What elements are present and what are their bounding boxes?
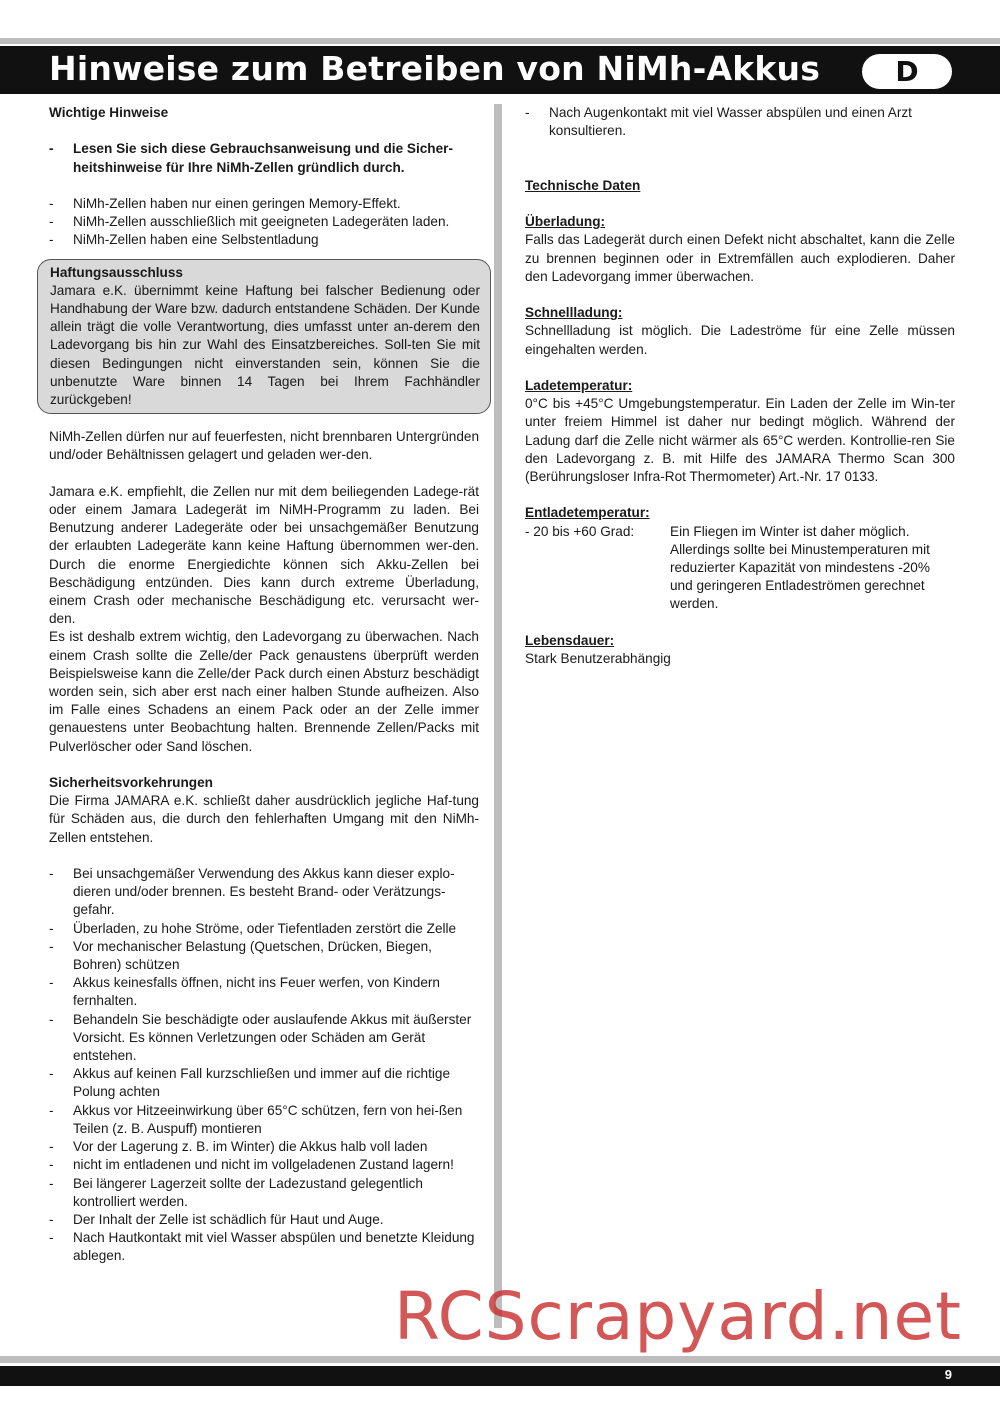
lifetime-title: Lebensdauer: [525,632,615,648]
safety-item: - Vor der Lagerung z. B. im Winter) die Akkus halb voll laden [49,1139,428,1155]
safety-title: Sicherheitsvorkehrungen [49,775,213,791]
safety-item: - Überladen, zu hohe Ströme, oder Tiefentladen zerstört die Zelle [49,920,457,936]
safety-text: Die Firma JAMARA e.K. schließt daher ausdrücklich jegliche Haf-tung für Schäden aus, die durch den fehlerhaften Umgang mit den NiMh-Zellen entstehen. [49,793,479,845]
liability-box [37,259,491,415]
safety-item: - Akkus keinesfalls öffnen, nicht ins Feuer werfen, von Kindern fernhalten. [49,975,440,1009]
dischargetemp-text: Ein Fliegen im Winter ist daher möglich. Allerdings sollte bei Minustemperaturen mit reduzierter Kapazität von mindestens -20% und geringeren Entladeströmen gerechnet werden. [670,523,930,612]
chargetemp-title: Ladetemperatur: [525,377,633,393]
overcharge-title: Überladung: [525,214,606,230]
watermark: RCScrapyard.net [394,1278,962,1355]
safety-item: - Akkus auf keinen Fall kurzschließen und immer auf die richtige Polung achten [49,1066,451,1100]
footer-bar [0,1366,1000,1386]
safety-item: - Bei längerer Lagerzeit sollte der Ladezustand gelegentlich kontrolliert werden. [49,1175,423,1209]
monitoring-paragraph: Es ist deshalb extrem wichtig, den Ladevorgang zu überwachen. Nach einem Crash sollte die Zelle/der Pack genaustens überprüft werden Beispielsweise kann die Zelle/der Pack durch einen Absturz beschädigt worden sein, sich aber erst nach einer halben Stunde aufheizen. Also im Falle eines Schadens an einem Pack oder an der Zelle immer genauestens unter Beobachtung halten. Brennende Zellen/Packs mit Pulverlöscher oder Sand löschen. [49,629,479,754]
lifetime-text: Stark Benutzerabhängig [525,650,671,666]
note-item: - NiMh-Zellen haben nur einen geringen Memory-Effekt. [49,195,401,211]
chargetemp-text: 0°C bis +45°C Umgebungstemperatur. Ein Laden der Zelle im Win-ter unter freiem Himmel ist daher nur bedingt möglich. Während der Ladung darf die Zelle nicht wärmer als 65°C werden. Kontrollie-ren Sie den Ladevorgang z. B. mit Hilfe des JAMARA Thermo Scan 300 (Berührungsloser Infra-Rot Thermometer) Art.-Nr. 17 0133. [525,396,955,484]
eye-contact-item: - Nach Augenkontakt mit viel Wasser abspülen und einen Arzt konsultieren. [525,105,912,139]
safety-item: - Der Inhalt der Zelle ist schädlich für Haut und Auge. [49,1211,384,1227]
language-badge: D [862,54,952,89]
liability-title: Haftungsausschluss [50,264,183,280]
top-gray-bar [0,38,1000,44]
tech-heading: Technische Daten [525,177,641,193]
safety-item: - Bei unsachgemäßer Verwendung des Akkus kann dieser explo-dieren und/oder brennen. Es besteht Brand- oder Verätzungs-gefahr. [49,866,455,918]
important-heading: Wichtige Hinweise [49,105,169,120]
right-column [525,104,955,668]
safety-item: - nicht im entladenen und nicht im vollgeladenen Zustand lagern! [49,1157,454,1173]
page-header [0,46,1000,94]
page-title: Hinweise zum Betreiben von NiMh-Akkus [49,49,821,88]
overcharge-text: Falls das Ladegerät durch einen Defekt nicht abschaltet, kann die Zelle zu brennen beginnen oder in Extremfällen auch explodieren. Daher den Ladevorgang immer überwachen. [525,232,955,284]
storage-paragraph: NiMh-Zellen dürfen nur auf feuerfesten, nicht brennbaren Untergründen und/oder Behältnissen gelagert und geladen wer-den. [49,429,479,463]
note-item: - NiMh-Zellen haben eine Selbstentladung [49,232,319,248]
liability-text: Jamara e.K. übernimmt keine Haftung bei falscher Bedienung oder Handhabung der Ware bzw. dadurch entstandene Schäden. Der Kunde allein trägt die volle Verantwortung, dies umfasst unter an-derem den Ladevorgang bis hin zur Wahl des Einsatzbereiches. Soll-ten Sie mit diesen Bedingungen nicht einverstanden sein, können Sie die unbenutzte Ware binnen 14 Tagen bei Ihrem Fachhändler zurückgeben! [50,282,480,408]
fastcharge-title: Schnellladung: [525,305,623,321]
fastcharge-text: Schnellladung ist möglich. Die Ladeströme für eine Zelle müssen eingehalten werden. [525,323,955,357]
bottom-gray-bar [0,1356,1000,1363]
safety-item: - Vor mechanischer Belastung (Quetschen, Drücken, Biegen, Bohren) schützen [49,938,432,973]
important-item: - Lesen Sie sich diese Gebrauchsanweisung und die Sicher-heitshinweise für Ihre NiMh-Zellen gründlich durch. [49,141,453,175]
recommendation-paragraph: Jamara e.K. empfiehlt, die Zellen nur mit dem beiliegenden Ladege-rät oder einem Jamara Ladegerät im NiMH-Programm zu laden. Bei Benutzung anderer Ladegeräte oder bei unsachgemäßer Benutzung der erlaubten Ladegeräte kann keine Haftung übernommen wer-den. Durch die enorme Energiedichte können sich Akku-Zellen bei Beschädigung entzünden. Dies kann durch extreme Überladung, einem Crash oder mechanische Beschädigung etc. verursacht wer-den. [49,483,479,627]
note-item: - NiMh-Zellen ausschließlich mit geeigneten Ladegeräten laden. [49,214,450,230]
dischargetemp-range: - 20 bis +60 Grad: [525,523,635,539]
dischargetemp-title: Entladetemperatur: [525,505,650,521]
safety-item: - Nach Hautkontakt mit viel Wasser abspülen und benetzte Kleidung ablegen. [49,1230,475,1264]
safety-item: - Behandeln Sie beschädigte oder auslaufende Akkus mit äußerster Vorsicht. Es können Verletzungen oder Schäden am Gerät entstehen. [49,1011,472,1064]
dischargetemp-row [525,523,955,614]
left-column [49,104,479,1266]
column-divider [494,104,502,1328]
safety-item: - Akkus vor Hitzeeinwirkung über 65°C schützen, fern von hei-ßen Teilen (z. B. Auspuff) montieren [49,1102,463,1136]
page-number: 9 [944,1367,952,1382]
